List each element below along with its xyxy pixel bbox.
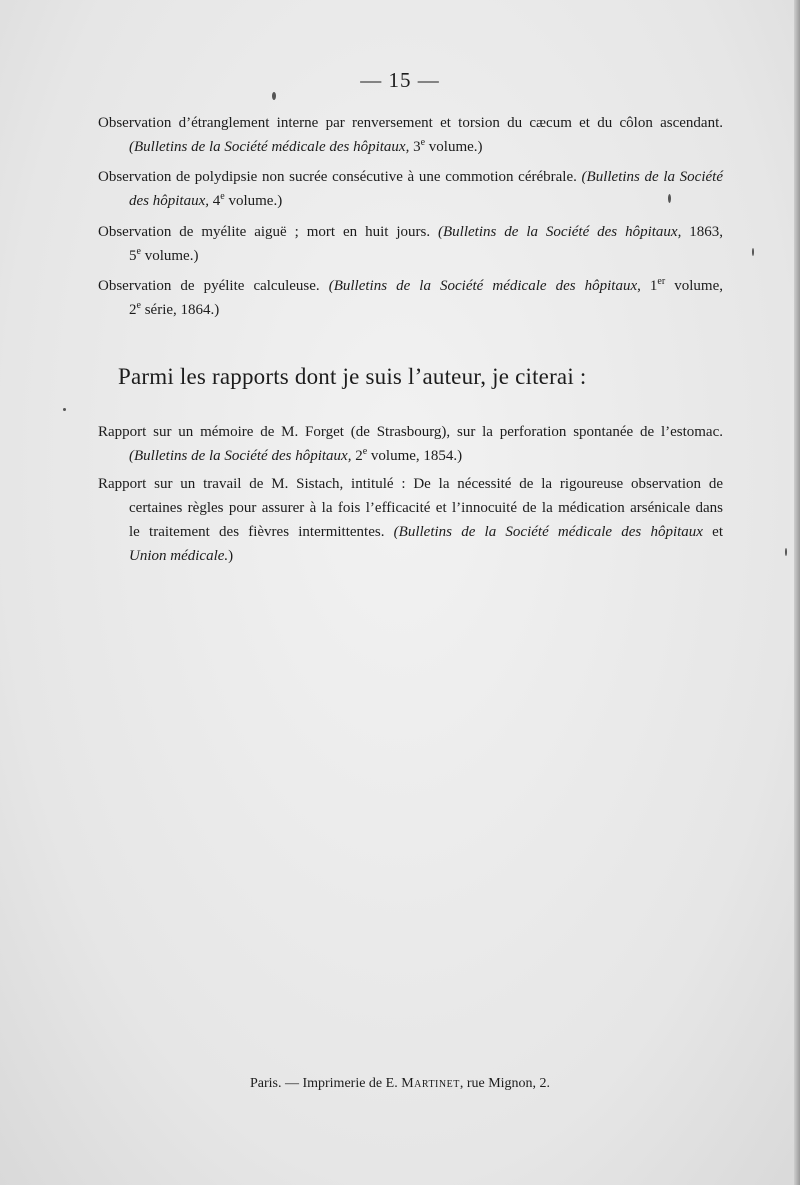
scan-speck <box>272 92 276 100</box>
entry-line: Observation de polydipsie non sucrée consécutive à une commotion cérébrale. (Bulletins de la Société <box>98 169 723 185</box>
section-heading: Parmi les rapports dont je suis l’auteur, je citerai : <box>118 364 587 389</box>
observation-entry <box>98 111 723 159</box>
scan-speck <box>785 548 787 556</box>
page-number: — 15 — <box>360 68 440 92</box>
observation-entry <box>98 165 723 213</box>
entry-line: Rapport sur un travail de M. Sistach, intitulé : De la nécessité de la rigoureuse observation de <box>98 476 723 492</box>
entry-line: Rapport sur un mémoire de M. Forget (de Strasbourg), sur la perforation spontanée de l’estomac. <box>98 424 723 440</box>
entry-citation: des hôpitaux, 4e volume.) <box>129 191 283 209</box>
observation-entry <box>98 220 723 268</box>
entry-line: Observation de myélite aiguë ; mort en huit jours. (Bulletins de la Société des hôpitaux, 1863, <box>98 224 724 240</box>
scan-speck <box>752 248 754 256</box>
imprint-prefix: Paris. — Imprimerie de E. <box>249 1076 402 1091</box>
printer-name: Martinet <box>401 1076 460 1091</box>
entry-citation: (Bulletins de la Société médicale des hôpitaux, 3e volume.) <box>129 137 483 155</box>
printer-imprint <box>0 1076 800 1092</box>
entry-citation: (Bulletins de la Société des hôpitaux, 2e volume, 1854.) <box>129 446 463 464</box>
rapport-entry <box>98 420 723 468</box>
entry-line: certaines règles pour assurer à la fois l’efficacité et l’innocuité de la médication arsénicale dans <box>129 500 723 516</box>
imprint-suffix: , rue Mignon, 2. <box>459 1076 551 1091</box>
entry-citation: Union médicale.) <box>129 548 234 564</box>
observation-entry <box>98 274 723 322</box>
scan-speck <box>63 408 66 411</box>
scan-speck <box>668 194 671 203</box>
entry-line: Observation d’étranglement interne par renversement et torsion du cæcum et du côlon ascendant. <box>98 115 723 131</box>
entry-citation: 5e volume.) <box>129 246 199 264</box>
page-edge-shadow <box>794 0 800 1185</box>
entry-citation: 2e série, 1864.) <box>129 300 220 318</box>
entry-line: le traitement des fièvres intermittentes. (Bulletins de la Société médicale des hôpitaux et <box>129 524 723 540</box>
entry-line: Observation de pyélite calculeuse. (Bulletins de la Société médicale des hôpitaux, 1er volume, <box>98 276 723 294</box>
rapport-entry <box>98 472 723 568</box>
